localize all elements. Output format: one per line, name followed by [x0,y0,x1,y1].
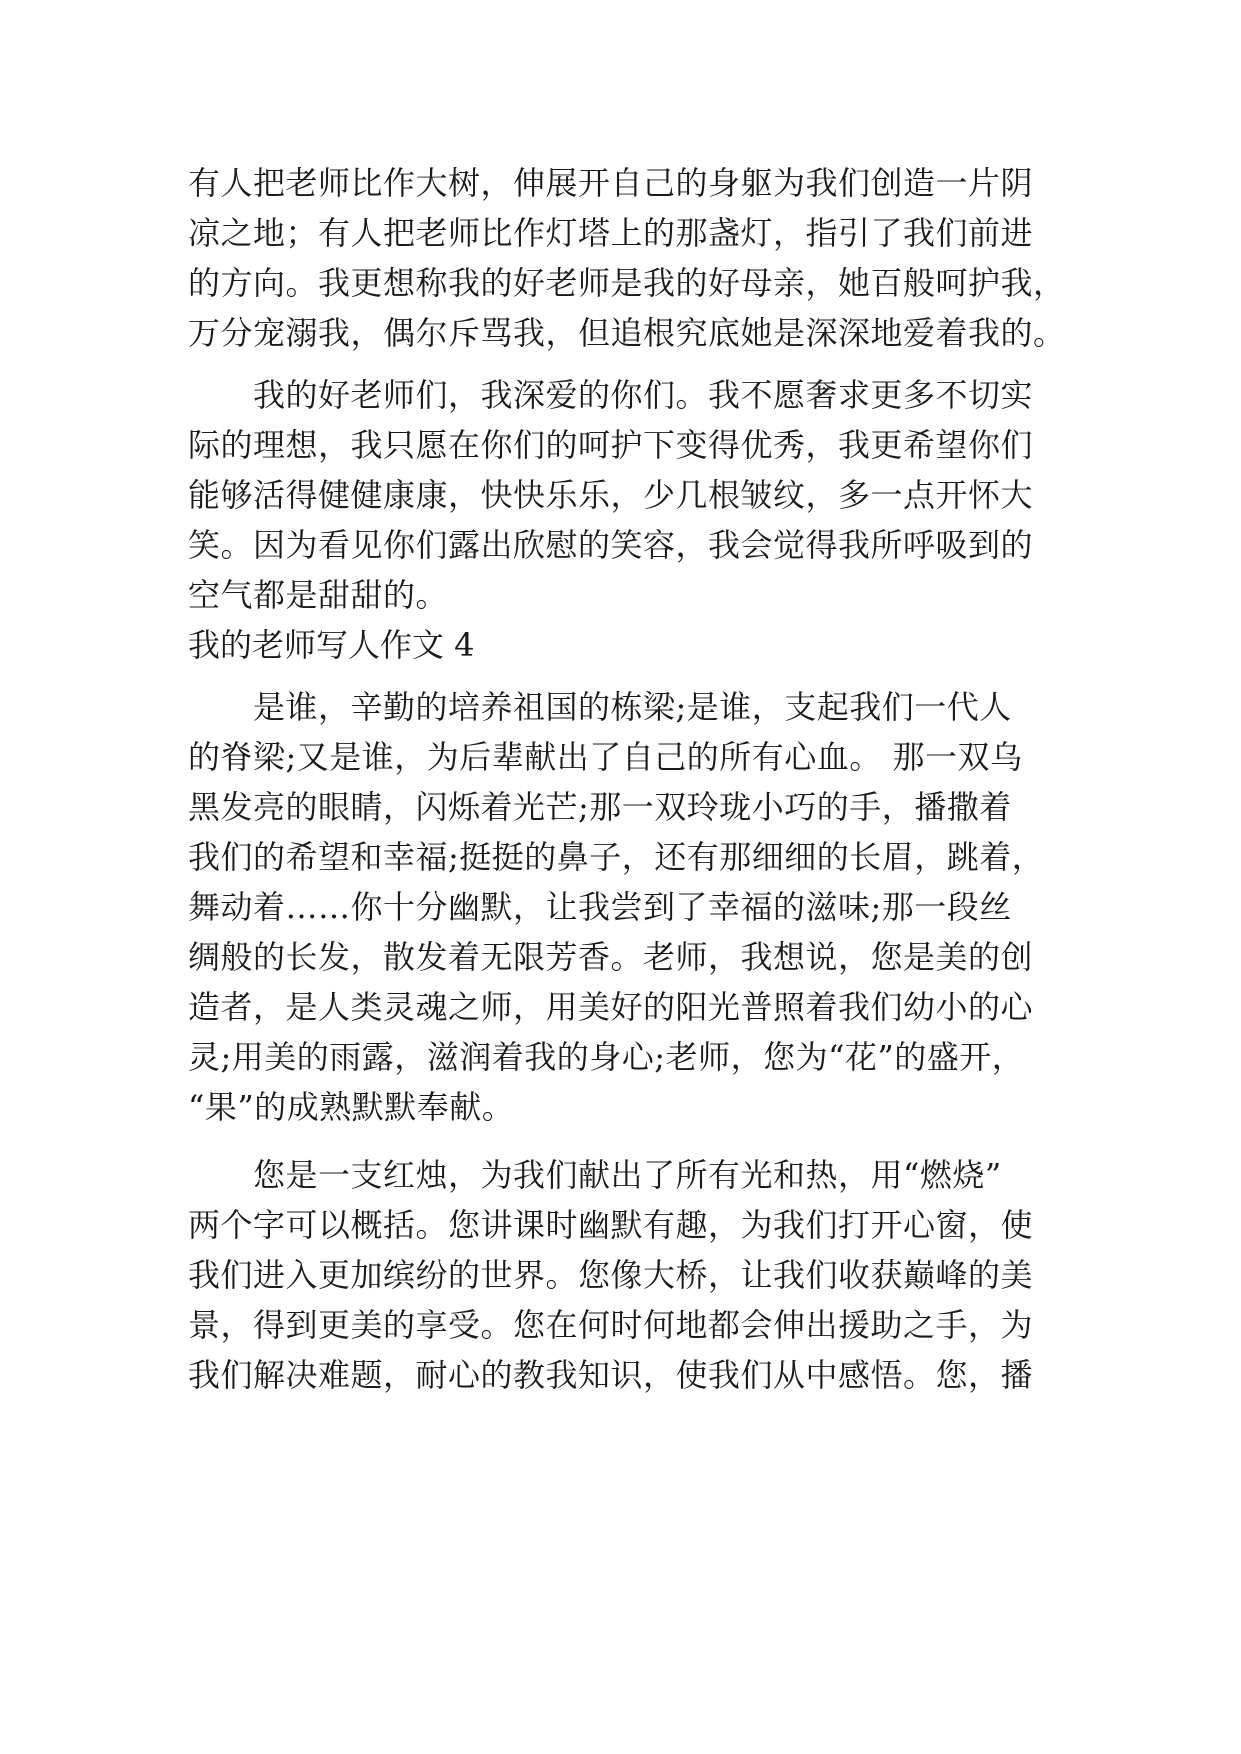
paragraph-who-raises-pillars [188,682,1048,1132]
text-line: 我们进入更加缤纷的世界。您像大桥，让我们收获巅峰的美 [188,1256,1034,1294]
text-line: 能够活得健健康康，快快乐乐，少几根皱纹，多一点开怀大 [188,476,1034,514]
paragraph-red-candle [188,1150,1048,1400]
document-body [188,158,1066,1400]
text-line: 我们解决难题，耐心的教我知识，使我们从中感悟。您，播 [188,1356,1034,1394]
text-line: 万分宠溺我，偶尔斥骂我，但追根究底她是深深地爱着我的。 [188,314,1066,352]
text-line: 两个字可以概括。您讲课时幽默有趣，为我们打开心窗，使 [188,1206,1034,1244]
paragraph-dear-teachers [188,370,1048,620]
text-line: 的脊梁;又是谁，为后辈献出了自己的所有心血。 那一双乌 [188,738,1023,776]
text-line: 灵;用美的雨露，滋润着我的身心;老师，您为“花”的盛开， [188,1038,1025,1076]
text-line: 笑。因为看见你们露出欣慰的笑容，我会觉得我所呼吸到的 [188,526,1034,564]
text-line: 凉之地；有人把老师比作灯塔上的那盏灯，指引了我们前进 [188,214,1034,252]
text-line: 的方向。我更想称我的好老师是我的好母亲，她百般呵护我， [188,264,1066,302]
text-line: 绸般的长发，散发着无限芳香。老师，我想说，您是美的创 [188,938,1034,976]
section-heading: 我的老师写人作文 4 [188,626,475,664]
text-line: 造者，是人类灵魂之师，用美好的阳光普照着我们幼小的心 [188,988,1034,1026]
text-line: 有人把老师比作大树，伸展开自己的身躯为我们创造一片阴 [188,164,1034,202]
text-line: 您是一支红烛，为我们献出了所有光和热，用“燃烧” [188,1156,1002,1194]
text-line: “果”的成熟默默奉献。 [188,1088,515,1126]
text-line: 景，得到更美的享受。您在何时何地都会伸出援助之手，为 [188,1306,1034,1344]
text-line: 黑发亮的眼睛，闪烁着光芒;那一双玲珑小巧的手，播撒着 [188,788,1012,826]
text-line: 际的理想，我只愿在你们的呵护下变得优秀，我更希望你们 [188,426,1034,464]
text-line: 我的好老师们，我深爱的你们。我不愿奢求更多不切实 [188,376,1034,414]
text-line: 舞动着……你十分幽默，让我尝到了幸福的滋味;那一段丝 [188,888,1012,926]
text-line: 我们的希望和幸福;挺挺的鼻子，还有那细细的长眉，跳着， [188,838,1045,876]
text-line: 是谁，辛勤的培养祖国的栋梁;是谁，支起我们一代人 [188,688,1012,726]
paragraph-trees-lighthouse [188,158,1066,358]
text-line: 空气都是甜甜的。 [188,576,449,614]
